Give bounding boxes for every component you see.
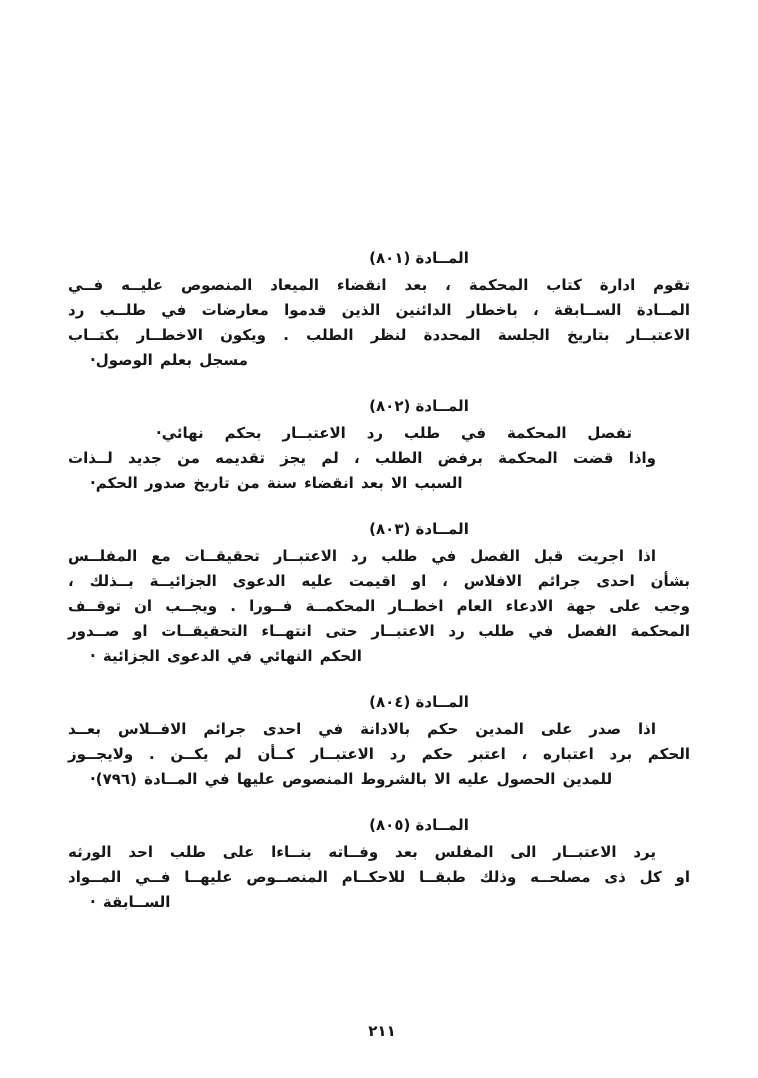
article-line: تقوم ادارة كتاب المحكمة ، بعد انقضاء الميعاد المنصوص عليــه فــي — [68, 276, 690, 294]
article-line: الحكم برد اعتباره ، اعتبر حكم رد الاعتبــار كــأن لم يكــن . ولايجــوز — [68, 745, 690, 763]
article-block — [68, 246, 690, 373]
article-block — [68, 517, 690, 669]
article-line: للمدين الحصول عليه الا بالشروط المنصوص عليها في المــادة (٧٩٦)· — [90, 770, 613, 788]
article-line: مسجل بعلم الوصول· — [90, 351, 248, 369]
article-line: تفصل المحكمة في طلب رد الاعتبــار بحكم نهائي· — [156, 424, 632, 442]
article-heading: المــادة (٨٠٤) — [369, 693, 469, 711]
article-line: الســابقة · — [90, 893, 171, 911]
article-heading: المــادة (٨٠٣) — [369, 520, 469, 538]
article-line: او كل ذى مصلحــه وذلك طبقــا للاحكــام المنصــوص عليهــا فــي المــواد — [68, 868, 690, 886]
article-heading: المــادة (٨٠٢) — [369, 397, 469, 415]
article-heading: المــادة (٨٠٥) — [369, 816, 469, 834]
article-line: بشأن احدى جرائم الافلاس ، او اقيمت عليه الدعوى الجزائيــة بــذلك ، — [68, 572, 690, 590]
article-line: الاعتبــار بتاريخ الجلسة المحددة لنظر الطلب . ويكون الاخطــار بكتــاب — [68, 326, 690, 344]
article-line: المحكمة الفصل في طلب رد الاعتبــار حتى انتهــاء التحقيقــات او صــدور — [68, 622, 690, 640]
article-line: واذا قضت المحكمة برفض الطلب ، لم يجز تقديمه من جديد لــذات — [68, 449, 656, 467]
article-line: الحكم النهائي في الدعوى الجزائية · — [90, 647, 362, 665]
page-number: ٢١١ — [368, 1022, 396, 1040]
article-block — [68, 690, 690, 792]
article-heading: المــادة (٨٠١) — [369, 249, 469, 267]
article-line: اذا اجريت قبل الفصل في طلب رد الاعتبــار تحقيقــات مع المفلــس — [68, 547, 656, 565]
article-line: السبب الا بعد انقضاء سنة من تاريخ صدور الحكم· — [90, 474, 463, 492]
article-line: المــادة الســابقة ، باخطار الدائنين الذين قدموا معارضات في طلــب رد — [68, 301, 690, 319]
article-block — [68, 813, 690, 915]
article-line: اذا صدر على المدين حكم بالادانة في احدى جرائم الافــلاس بعــد — [68, 720, 656, 738]
article-line: يرد الاعتبــار الى المفلس بعد وفــاته بنــاءا على طلب احد الورثه — [68, 843, 656, 861]
article-block — [68, 394, 690, 496]
document-content — [68, 246, 690, 936]
article-line: وجب على جهة الادعاء العام اخطــار المحكمــة فــورا . ويجــب ان توقــف — [68, 597, 690, 615]
